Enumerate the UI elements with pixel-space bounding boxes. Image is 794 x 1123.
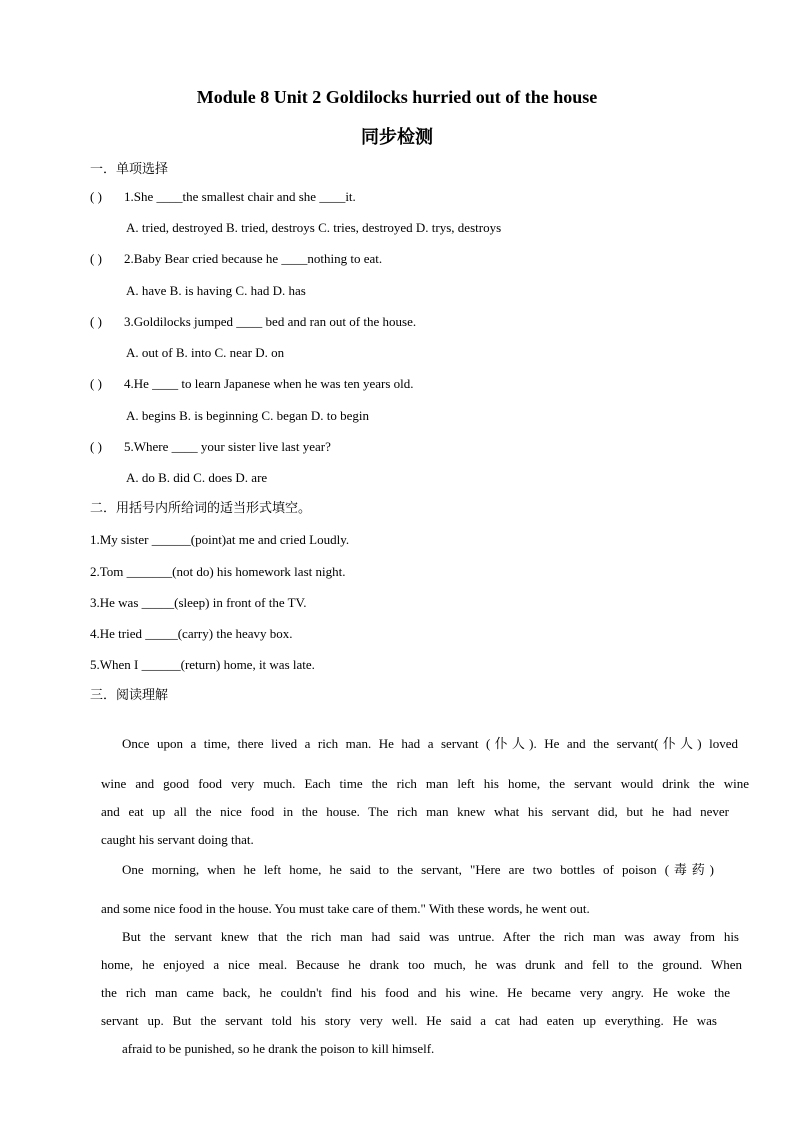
page-subtitle: 同步检测	[361, 127, 433, 148]
answer-paren: ( )	[90, 189, 102, 204]
question-text: 1.She ____the smallest chair and she ____it.	[124, 189, 356, 204]
passage-gloss: 仆人	[658, 737, 698, 752]
section-heading-single-choice: 一．单项选择	[90, 162, 169, 177]
section-heading-reading: 三．阅读理解	[90, 688, 169, 703]
page-title: Module 8 Unit 2 Goldilocks hurried out of the house	[196, 87, 598, 107]
question-options: A. begins B. is beginning C. began D. to begin	[126, 408, 370, 423]
fill-item-4: 4.He tried _____(carry) the heavy box.	[90, 626, 293, 641]
passage-line-3: and eat up all the nice food in the house. The rich man knew what his servant did, but he had never	[101, 804, 729, 819]
passage-gloss: 仆人	[490, 737, 530, 752]
passage-line-7: But the servant knew that the rich man had said was untrue. After the rich man was away from his	[122, 929, 739, 944]
fill-item-5: 5.When I ______(return) home, it was late.	[90, 657, 315, 672]
passage-text: ). He and the servant(	[529, 736, 659, 751]
fill-item-2: 2.Tom _______(not do) his homework last night.	[90, 564, 346, 579]
question-options: A. do B. did C. does D. are	[126, 470, 268, 485]
passage-text: ) loved	[697, 736, 738, 751]
question-options: A. out of B. into C. near D. on	[126, 345, 285, 360]
answer-paren: ( )	[90, 376, 102, 391]
fill-item-3: 3.He was _____(sleep) in front of the TV.	[90, 595, 307, 610]
question-options: A. have B. is having C. had D. has	[126, 283, 306, 298]
answer-paren: ( )	[90, 439, 102, 454]
question-text: 2.Baby Bear cried because he ____nothing to eat.	[124, 251, 383, 266]
passage-line-8: home, he enjoyed a nice meal. Because he drank too much, he was drunk and fell to the ground. When	[101, 957, 742, 972]
passage-text: )	[709, 862, 714, 877]
passage-line-5	[122, 862, 714, 879]
passage-line-6: and some nice food in the house. You must take care of them." With these words, he went out.	[101, 901, 590, 916]
question-options: A. tried, destroyed B. tried, destroys C. tries, destroyed D. trys, destroys	[126, 220, 502, 235]
answer-paren: ( )	[90, 251, 102, 266]
question-text: 4.He ____ to learn Japanese when he was ten years old.	[124, 376, 414, 391]
passage-line-1	[122, 736, 738, 753]
passage-line-9: the rich man came back, he couldn't find his food and his wine. He became very angry. He woke the	[101, 985, 730, 1000]
passage-gloss: 毒药	[669, 863, 710, 878]
passage-text: One morning, when he left home, he said to the servant, "Here are two bottles of poison (	[122, 862, 670, 877]
question-text: 3.Goldilocks jumped ____ bed and ran out of the house.	[124, 314, 417, 329]
question-text: 5.Where ____ your sister live last year?	[124, 439, 331, 454]
answer-paren: ( )	[90, 314, 102, 329]
section-heading-fill-in: 二．用括号内所给词的适当形式填空。	[90, 501, 312, 516]
passage-line-11: afraid to be punished, so he drank the poison to kill himself.	[122, 1041, 435, 1056]
passage-line-10: servant up. But the servant told his story very well. He said a cat had eaten up everything. He was	[101, 1013, 717, 1028]
passage-text: Once upon a time, there lived a rich man. He had a servant (	[122, 736, 491, 751]
passage-line-2: wine and good food very much. Each time the rich man left his home, the servant would drink the wine	[101, 776, 749, 791]
passage-line-4: caught his servant doing that.	[101, 832, 254, 847]
fill-item-1: 1.My sister ______(point)at me and cried Loudly.	[90, 532, 350, 547]
